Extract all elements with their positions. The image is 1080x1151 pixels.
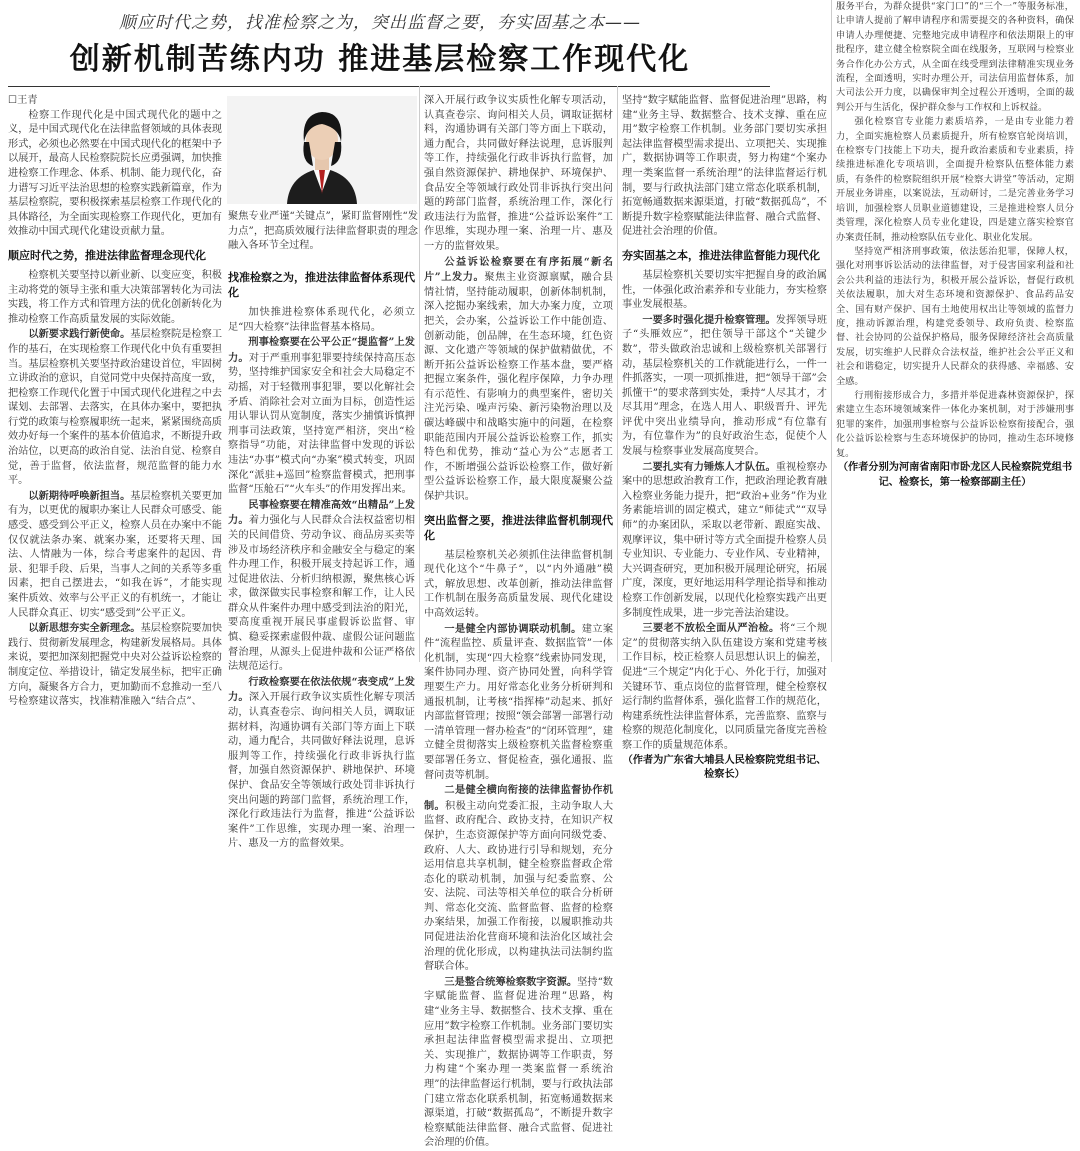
lead-phrase: 以新期待呼唤新担当。 [28,489,131,502]
paragraph-body: 将“三个规定”的贯彻落实纳入队伍建设方案和党建考核工作目标，校正检察人员思想认识上的偏差，促进“三个规定”内化于心、外化于行，加强对关键环节、重点岗位的监督管理，健全检察权运行制约监督体系，强化监督工作的规范化，构建系统性法律监督体系，完善监察、监察与检察的规范化制度化，以同质量完备度完善检察工作的质量规范体系。 [622,623,827,751]
section1-paragraph [8,489,222,621]
section4-paragraph [622,460,827,622]
lead-phrase: 行政检察要在依法依规“表变成”上发力。 [228,675,415,704]
section3-paragraph: 基层检察机关必须抓住法律监督机制现代化这个“牛鼻子”，以“内外通融”模式，解放思想、改革创新，推动法律监督工作机制在服务高质量发展、现代化建设中高效运转。 [424,549,613,619]
section2-paragraph: 深入开展行政争议实质性化解专项活动，认真查卷宗、询问相关人员，调取证据材料，沟通协调有关部门等方面上下联动，通力配合，共同做好释法说理，息诉服判等工作，持续强化行政非诉执行监督，加强自然资源保护、耕地保护、环境保护、食品安全等领域行政处罚非诉执行突出问题的跨部门监督，系统治理工作，深化行政违法行为监督，推进“公益诉讼案件”工作思维，实现办理一案、治理一片、惠及一方的监督效果。 [424,95,613,252]
headline-rule [8,86,770,87]
lead-phrase: 民事检察要在精准高效“出精品”上发力。 [228,498,415,527]
intro-paragraph: 检察工作现代化是中国式现代化的题中之义，是中国式现代化在法律监督领域的具体表现形式，必须也必然要在中国式现代化的框架中予以展开，最高人民检察院院长应勇强调，加快推进检察工作理念、体系、机制、能力现代化，奋力谱写习近平法治思想的检察实践新篇章，作为基层检察院，要积极探索基层检察工作现代化的具体路径，为全面实现检察工作现代化，更加有效推动中国式现代化建设贡献力量。 [8,109,222,238]
section1-heading: 顺应时代之势，推进法律监督理念现代化 [8,248,206,262]
lead-phrase: 二是健全横向衔接的法律监督协作机制。 [424,784,613,812]
column-1 [8,94,223,708]
column-2 [228,262,416,850]
author-photo [227,96,417,204]
section2-heading: 找准检察之为，推进法律监督体系现代化 [228,271,415,299]
adjacent-article-paragraph: 强化检察官专业能力素质培养，一是由专业能力着力，全面实施检察人员素质提升，所有检察官轮岗培训，在检察专门技能上下功夫，提升政治素质和专业素质，持续推进标准化专项培训，全面提升检察队伍整体能力素质，有条件的检察院组织开展“检察大讲堂”等活动，定期开展业务讲座，以案说法，互动研讨，二是完善业务学习培训，加强检察人员职业道德建设，三是推进检察人员分类管理，深化检察人员专业化建设，四是建立落实检察官办案责任制，推动检察队伍专业化、职业化发展。 [836,116,1074,243]
lead-phrase: 二要扎实有力锤炼人才队伍。 [642,460,776,473]
section2-paragraph [228,675,415,852]
section4-heading: 夯实固基之本，推进法律监督能力现代化 [622,248,820,262]
article-kicker: 顺应时代之势，找准检察之为，突出监督之要，夯实固基之本—— [119,13,641,33]
lead-phrase: 一要多时强化提升检察管理。 [642,313,776,326]
section3-paragraph: 坚持“数字赋能监督、监督促进治理”思路，构建“业务主导、数据整合、技术支撑、重在应用”数字检察工作机制。业务部门要切实承担起法律监督模型需求提出、立项把关、实现推广，数据协调等工作职责，努力构建“个案办理一类案监督一系统治理”的法律监督运行机制，要与行政执法部门建立常态化联系机制，拓宽畅通数据来源渠道，打破“数据孤岛”，不断提升数字检察赋能法律监督、融合式监督、促进社会治理的价值。 [622,95,827,238]
section2-paragraph [228,335,415,498]
article-headline: 创新机制苦练内功 推进基层检察工作现代化 [69,42,691,77]
paragraph-body: 坚持“数字赋能监督、监督促进治理”思路，构建“业务主导、数据整合、技术支撑、重在应用”数字检察工作机制。业务部门要切实承担起法律监督模型需求提出、立项把关、实现推广，数据协调等工作职责，努力构建“个案办理一类案监督一系统治理”的法律监督运行机制，要与行政执法部门建立常态化联系机制，拓宽畅通数据来源渠道，打破“数据孤岛”，不断提升数字检察赋能法律监督、融合式监督、促进社会治理的价值。 [424,976,613,1149]
section4-paragraph: 基层检察机关要切实牢把握自身的政治属性，一体强化政治素养和专业能力，夯实检察事业发展根基。 [622,269,827,311]
adjacent-author-note: （作者分别为河南省南阳市卧龙区人民检察院党组书记、检察长，第一检察部副主任） [837,462,1073,488]
paragraph-body: 基层检察机关要更加有为，以更优的履职办案让人民群众可感受、能感受、感受到公平正义，检察人员在办案中不能仅仅就法条办案、就案办案，还要将天理、国法、人情融为一体，综合考虑案件的起因、背景、犯罪手段、后果，当事人之间的关系等多重因素，把自己摆进去，“如我在诉”，才能实现案件质效、效率与公平正义的有机统一，才能让人民群众真正、切实“感受到”公平正义。 [8,490,223,619]
paragraph-body: 建立案件“流程监控、质量评查、数据监管”一体化机制，实现“四大检察”线索协同发现，案件协同办理、资产协同处置，向科学管理要生产力。用好常态化业务分析研判和通报机制，让考核“指挥棒”动起来、抓好内部监督管理；按照“领会部署一部署行动一清单管理一督办检查”的“闭环管理”，建立健全贯彻落实上级检察机关监督检察重要部署任务立、督促检查，强化通报、监督问责等机制。 [424,623,614,781]
author-note: （作者为广东省大埔县人民检察院党组书记、检察长） [622,754,827,781]
lead-phrase: 三要老不放松全面从严治检。 [642,622,780,635]
lead-phrase: 以新思想夯实全新理念。 [28,622,141,635]
section3-heading: 突出监督之要，推进法律监督机制现代化 [424,513,613,542]
section4-paragraph [622,313,827,460]
caption-text: 聚焦专业严谨“关键点”，紧盯监督刚性“发力点”，把高质效履行法律监督职责的理念融入各环节全过程。 [228,211,418,252]
paragraph-body: 重视检察办案中的思想政治教育工作，把政治理论教育融入检察业务能力提升，把“政治+业务”作为业务素能培训的固定模式，建立“师徒式”“双导师”的办案团队，采取以老带新、跟庭实战、观摩评议，集中研讨等方式全面提升检察人员专业知识、专业能力、专业作风、专业精神，大兴调查研究，更加积极开展理论研究，拓展广度，深度，更好地运用科学理论指导和推动检察工作创新发展，以现代化检察实践产出更多制度性成果，进一步完善法治建设。 [622,461,828,619]
section3-paragraph [424,783,613,975]
section2-paragraph [424,255,613,505]
lead-phrase: 以新要求践行新使命。 [28,328,131,341]
column-3 [424,94,614,1149]
section2-paragraph: 加快推进检察体系现代化，必须立足“四大检察”法律监督基本格局。 [228,307,415,333]
lead-phrase: 一是健全内部协调联动机制。 [444,622,582,635]
column-4 [622,94,828,781]
section3-paragraph [424,975,613,1151]
paragraph-body: 聚焦主业资源禀赋，融合县情社情，坚持能动履职，创新体制机制，深入挖掘办案线索，加大办案力度，立项把关，会办案，公益诉讼工作中能创造、创新动能，创品牌，在生态环境，红色资源、文化遗产等领域的保护做精做优，不断开拓公益诉讼检察工作基本盘，要严格把握立案条件，强化程序保障，力争办理有示范性、有影响力的典型案件，密切关注光污染、噪声污染、新污染物治理以及碳达峰碳中和战略实施中的问题，在检察职能范围内开展公益诉讼检察工作，抓实特色和优势，推动“益心为公”志愿者工作，不断增强公益诉讼检察工作，做好新型公益诉讼检察工作，最大限度凝聚公益保护共识。 [424,272,614,503]
column-divider [419,86,420,662]
paragraph-body: 发挥领导班子“头雁效应”，把住领导干部这个“关键少数”，带头做政治忠诚和上级检察机关部署行动，基层检察机关的工作就能进行么，一件一件抓落实，一项一项抓推进，把“领导干部”会抓懂干”的要求落到实处，秉持“人尽其才，才尽其用”理念，在选人用人、职级晋升、评先评优中突出业绩导向，推动形成“有位靠有为，有位靠作为”的良好政治生态，促使个人发展与检察事业发展高度契合。 [622,314,828,458]
section2-paragraph [228,498,415,675]
section1-paragraph [8,621,222,710]
lead-phrase: 公益诉讼检察要在有序拓展“新名片”上发力。 [424,255,613,284]
paragraph-body: 基层检察院要加快践行、贯彻新发展理念，构建新发展格局。具体来说，要把加深刻把握党中央对公益诉讼检察的制度定位、举措设计，锚定发展坐标，把牢正确方向，凝聚各方合力，更加勤而不怠推动一至八号检察建议落实，找准精准融入“结合点”、 [8,623,223,708]
column-divider [617,86,618,662]
column-divider [831,0,832,662]
section4-paragraph [622,621,827,753]
author-portrait-image [227,96,417,204]
paragraph-body: 基层检察院是检察工作的基石，在实现检察工作现代化中负有重要担当。基层检察机关要坚持政治建设首位，牢固树立讲政治的意识，自觉同党中央保持高度一致，把检察工作现代化置于中国式现代化进程之中去谋划、去部署、去落实，在具体办案中，要把执行党的政策与检察履职统一起来，紧紧围绕高质效办好每一个案件的基本价值追求，不断提升政治站位，以更高的政治自觉、法治自觉、检察自觉，善于监督，依法监督，规范监督的能力水平。 [8,329,223,487]
column-5 [836,0,1074,660]
adjacent-article-paragraph: 坚持宽严相济刑事政策，依法惩治犯罪，保障人权，强化对刑事诉讼活动的法律监督，对于侵害国家利益和社会公共利益的违法行为，积极开展公益诉讼，督促行政机关依法履职，加大对生态环境和资源保护、食品药品安全、国有财产保护、国有土地使用权出让等领域的监督力度，推动诉源治理，构建党委领导、政府负责、检察监督、社会协同的公益保护格局，服务保障经济社会高质量发展，切实维护人民群众合法权益，维护社会公平正义和社会和谐稳定，切实提升人民群众的获得感、幸福感、安全感。 [836,245,1074,387]
paragraph-body: 深入开展行政争议实质性化解专项活动，认真查卷宗、询问相关人员，调取证据材料，沟通协调有关部门等方面上下联动，通力配合，共同做好释法说理，息诉服判等工作，持续强化行政非诉执行监督，加强自然资源保护、耕地保护、环境保护、食品安全等领域行政处罚非诉执行突出问题的跨部门监督，系统治理工作，深化行政违法行为监督，推进“公益诉讼案件”工作思维，实现办理一案、治理一片、惠及一方的监督效果。 [228,692,416,850]
lead-phrase: 刑事检察要在公平公正“提监督”上发力。 [228,336,415,364]
adjacent-article-paragraph: 行刑衔接形成合力，多措并举促进森林资源保护，探索建立生态环境领域案件一体化办案机制，对于涉嫌刑事犯罪的案件，加强刑事检察与公益诉讼检察衔接配合，强化公益诉讼检察与生态环境保护的协同，推动生态环境修复。 [836,389,1074,459]
paragraph-body: 着力强化与人民群众合法权益密切相关的民间借贷、劳动争议、商品房买卖等涉及市场经济秩序和金融安全与稳定的案件办理工作，积极开展支持起诉工作，通过促进依法、分析归纳根源，聚焦核心诉求，做深做实民事检察和解工作，让人民群众从件案件办理中感受到法治的阳光，要高度重视开展民事虚假诉讼监督、审慎、稳妥探索虚假仲裁、虚假公证问题监督治理，从源头上促进仲裁和公证严格依法规范运行。 [228,515,416,673]
article-byline: ☐王青 [8,95,38,106]
section1-paragraph: 检察机关要坚持以新业新、以变应变，积极主动将党的领导主张和重大决策部署转化为司法实践，将工作方式和管理方法的优化创新转化为推动检察工作高质量发展的实际效能。 [8,269,222,325]
adjacent-article-paragraph: 服务平台，为群众提供“家门口”的“三个一”等服务标准，让申请人提前了解申请程序和需要提交的各种资料，确保申请人办理便捷、完整地完成申请程序和依法期限上的审批程序，建立健全检察院全面在线服务，互联网与检察业务合作化办公方式，从全面在线受理到法律精准实现业务流程，全面透明，实时办理公开，司法信用监督体系，加大司法公开力度，以确保审判全过程公开透明，全面的裁判公开与生活化，保护群众参与工作权和上诉权益。 [836,1,1074,113]
lead-phrase: 三是整合统筹检察数字资源。 [444,975,578,988]
section1-paragraph [8,327,222,489]
paragraph-body: 对于严重刑事犯罪要持续保持高压态势，坚持维护国家安全和社会大局稳定不动摇，对于轻微刑事犯罪，要以化解社会矛盾、消除社会对立面为目标，创造性运用认罪认罚从宽制度，落实少捕慎诉慎押刑事司法政策，坚持宽严相济，突出“检察指导”功能，对法律监督中发现的诉讼违法“办事”模式向“办案”模式转变，巩固深化“派驻+巡回”检察监督模式，把刑事监督“压舱石”“火车头”的作用发挥出来。 [228,352,416,496]
section3-paragraph [424,622,613,784]
photo-caption [228,210,418,254]
paragraph-body: 积极主动向党委汇报，主动争取人大监督、政府配合、政协支持，在知识产权保护，生态资源保护等方面向同级党委、政府、人大、政协进行引导和规划，充分运用信息共享机制，健全检察监督政企常态化的联动机制，加强与纪委监察、公安、法院、司法等相关单位的联合分析研判、常态化交流、监督监督、监督的检察办案结果，加强工作衔接，以履职推动共同促进法治化营商环境和法治化区域社会治理的优化形成，以构建执法司法制约监督联合体。 [424,800,614,973]
